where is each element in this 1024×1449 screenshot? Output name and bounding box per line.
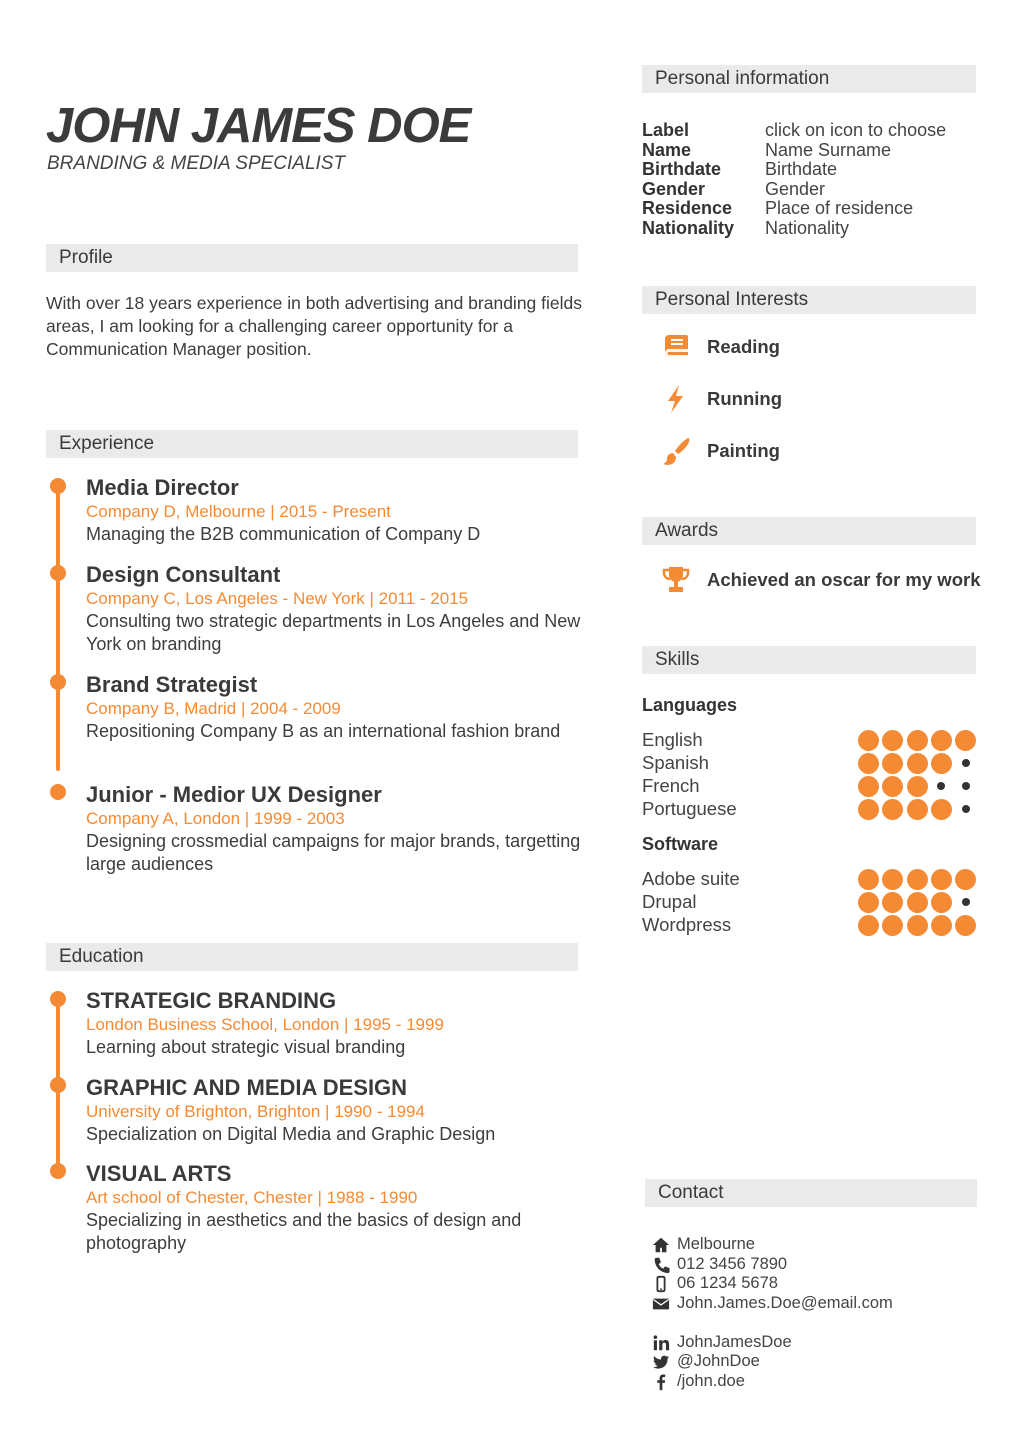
entry-description: Learning about strategic visual branding: [86, 1037, 406, 1057]
rating-dot-filled: [907, 753, 928, 774]
rating-dot-empty: [962, 782, 970, 790]
info-row: [642, 180, 946, 200]
contact-twitter[interactable]: [652, 1352, 760, 1372]
experience-entry: [86, 475, 586, 546]
home-icon: [652, 1236, 670, 1254]
interest-label: Running: [707, 388, 783, 409]
rating-slot: [880, 868, 904, 890]
address-text: Melbourne: [677, 1235, 755, 1254]
info-label: Residence: [642, 198, 733, 219]
info-value: Nationality: [765, 217, 850, 238]
contact-heading: Contact: [645, 1179, 977, 1207]
timeline-dot: [50, 991, 66, 1007]
skill-rating: [856, 914, 978, 936]
info-row: [642, 141, 946, 161]
personal-info-table: [642, 121, 946, 239]
rating-dot-filled: [882, 915, 903, 936]
info-value: click on icon to choose: [765, 120, 947, 140]
timeline-dot: [50, 1163, 66, 1179]
education-heading: Education: [46, 943, 578, 971]
rating-slot: [880, 775, 904, 797]
info-value: Gender: [765, 178, 826, 199]
skill-name: French: [642, 775, 700, 796]
skill-rating: [856, 729, 978, 751]
info-label: Label: [642, 120, 690, 140]
timeline-dot: [50, 478, 66, 494]
entry-title: Design Consultant: [86, 562, 281, 587]
info-row: [642, 199, 946, 219]
contact-linkedin[interactable]: [652, 1333, 792, 1353]
skill-name: Adobe suite: [642, 868, 740, 889]
rating-slot: [929, 752, 953, 774]
skill-rating: [856, 775, 978, 797]
rating-slot: [905, 798, 929, 820]
rating-dot-filled: [882, 799, 903, 820]
skill-row: [642, 774, 978, 797]
skill-row: [642, 913, 978, 936]
award-item: [660, 564, 981, 596]
skills-heading: Skills: [642, 646, 976, 674]
timeline-dot: [50, 565, 66, 581]
rating-slot: [929, 729, 953, 751]
rating-slot: [880, 729, 904, 751]
entry-subtitle: Art school of Chester, Chester | 1988 - 1990: [86, 1188, 418, 1207]
experience-entry: [86, 782, 586, 876]
rating-dot-filled: [931, 753, 952, 774]
personal-info-heading: Personal information: [642, 65, 976, 93]
rating-slot: [929, 914, 953, 936]
linkedin-text: JohnJamesDoe: [677, 1333, 792, 1352]
rating-slot: [954, 914, 978, 936]
entry-subtitle: Company A, London | 1999 - 2003: [86, 809, 345, 828]
rating-dot-filled: [931, 869, 952, 890]
rating-dot-empty: [962, 805, 970, 813]
skill-name: English: [642, 729, 703, 750]
rating-slot: [954, 729, 978, 751]
entry-subtitle: Company B, Madrid | 2004 - 2009: [86, 699, 341, 718]
experience-heading: Experience: [46, 430, 578, 458]
rating-dot-filled: [858, 915, 879, 936]
rating-dot-filled: [858, 730, 879, 751]
skill-name: Portuguese: [642, 798, 737, 819]
entry-title: STRATEGIC BRANDING: [86, 988, 337, 1013]
rating-dot-filled: [882, 869, 903, 890]
info-label: Nationality: [642, 217, 735, 238]
contact-email[interactable]: [652, 1294, 893, 1314]
rating-dot-filled: [955, 730, 976, 751]
education-entry: [86, 988, 586, 1059]
experience-entry: [86, 672, 586, 743]
entry-subtitle: Company C, Los Angeles - New York | 2011 - 2015: [86, 589, 469, 608]
entry-description: Managing the B2B communication of Company D: [86, 524, 481, 544]
awards-heading: Awards: [642, 517, 976, 545]
entry-description: Consulting two strategic departments in Los Angeles and New York on branding: [86, 611, 581, 654]
rating-dot-filled: [907, 730, 928, 751]
rating-dot-filled: [931, 730, 952, 751]
experience-entry: [86, 562, 586, 656]
envelope-icon: [652, 1295, 670, 1313]
contact-phone[interactable]: [652, 1255, 788, 1275]
phone-icon: [652, 1256, 670, 1274]
rating-dot-filled: [931, 915, 952, 936]
rating-dot-filled: [858, 892, 879, 913]
profile-text: With over 18 years experience in both advertising and branding fields areas, I am looking for a challenging career opportunity for a Communication Manager position.: [46, 293, 583, 359]
rating-dot-empty: [962, 898, 970, 906]
email-text: John.James.Doe@email.com: [677, 1294, 893, 1313]
entry-title: VISUAL ARTS: [86, 1161, 232, 1186]
rating-slot: [880, 752, 904, 774]
rating-slot: [856, 891, 880, 913]
skill-name: Wordpress: [642, 914, 732, 935]
phone-text: 012 3456 7890: [677, 1255, 788, 1274]
info-label: Gender: [642, 178, 706, 199]
rating-dot-filled: [931, 799, 952, 820]
rating-slot: [929, 868, 953, 890]
rating-dot-filled: [907, 799, 928, 820]
entry-subtitle: London Business School, London | 1995 - 1999: [86, 1015, 444, 1034]
twitter-icon: [652, 1353, 670, 1371]
rating-dot-filled: [858, 799, 879, 820]
rating-dot-filled: [907, 869, 928, 890]
bolt-icon: [660, 383, 692, 415]
entry-subtitle: Company D, Melbourne | 2015 - Present: [86, 502, 391, 521]
rating-slot: [880, 891, 904, 913]
rating-slot: [856, 775, 880, 797]
rating-slot: [856, 729, 880, 751]
rating-dot-filled: [882, 776, 903, 797]
rating-slot: [954, 752, 978, 774]
info-label: Name: [642, 139, 692, 160]
education-entry: [86, 1075, 586, 1146]
rating-slot: [856, 914, 880, 936]
candidate-name: JOHN JAMES DOE: [46, 99, 471, 153]
timeline-dot: [50, 674, 66, 690]
rating-slot: [905, 868, 929, 890]
rating-dot-empty: [962, 759, 970, 767]
info-row: [642, 160, 946, 180]
skill-row: [642, 728, 978, 751]
rating-slot: [929, 798, 953, 820]
rating-slot: [905, 775, 929, 797]
interest-item: [660, 331, 780, 363]
rating-dot-filled: [858, 753, 879, 774]
interest-item: [660, 383, 783, 415]
rating-slot: [929, 891, 953, 913]
award-label: Achieved an oscar for my work: [707, 569, 981, 590]
rating-slot: [856, 798, 880, 820]
skill-rating: [856, 868, 978, 890]
rating-slot: [905, 752, 929, 774]
rating-slot: [880, 798, 904, 820]
rating-dot-filled: [907, 776, 928, 797]
rating-slot: [905, 729, 929, 751]
rating-dot-filled: [931, 892, 952, 913]
rating-dot-filled: [882, 730, 903, 751]
rating-slot: [929, 775, 953, 797]
timeline-dot: [50, 1077, 66, 1093]
info-label: Birthdate: [642, 159, 722, 180]
info-row: [642, 219, 946, 239]
entry-subtitle: University of Brighton, Brighton | 1990 - 1994: [86, 1102, 425, 1121]
rating-slot: [954, 868, 978, 890]
contact-facebook[interactable]: [652, 1372, 745, 1392]
info-value: Name Surname: [765, 139, 892, 160]
rating-dot-filled: [858, 776, 879, 797]
entry-description: Specialization on Digital Media and Graphic Design: [86, 1124, 496, 1144]
skill-row: [642, 797, 978, 820]
contact-mobile[interactable]: [652, 1274, 778, 1294]
entry-description: Specializing in aesthetics and the basics of design and photography: [86, 1210, 522, 1253]
entry-description: Repositioning Company B as an international fashion brand: [86, 721, 561, 741]
rating-slot: [954, 891, 978, 913]
interest-label: Reading: [707, 336, 780, 357]
facebook-icon: [652, 1373, 670, 1391]
entry-title: Junior - Medior UX Designer: [86, 782, 382, 807]
rating-dot-filled: [955, 915, 976, 936]
education-entry: [86, 1161, 586, 1255]
rating-dot-filled: [882, 892, 903, 913]
skill-row: [642, 751, 978, 774]
interests-heading: Personal Interests: [642, 286, 976, 314]
skill-row: [642, 867, 978, 890]
facebook-text: /john.doe: [677, 1372, 745, 1391]
software-label: Software: [642, 834, 719, 854]
rating-slot: [880, 914, 904, 936]
rating-slot: [856, 868, 880, 890]
contact-address: [652, 1235, 755, 1255]
book-icon: [660, 331, 692, 363]
skill-name: Spanish: [642, 752, 709, 773]
candidate-title: BRANDING & MEDIA SPECIALIST: [47, 153, 346, 174]
rating-slot: [905, 891, 929, 913]
skill-name: Drupal: [642, 891, 697, 912]
paintbrush-icon: [660, 435, 692, 467]
mobile-icon: [652, 1275, 670, 1293]
rating-dot-empty: [937, 782, 945, 790]
entry-title: Media Director: [86, 475, 239, 500]
info-value: Birthdate: [765, 159, 838, 180]
skill-rating: [856, 798, 978, 820]
rating-dot-filled: [955, 869, 976, 890]
rating-dot-filled: [907, 915, 928, 936]
skill-rating: [856, 891, 978, 913]
timeline-dot: [50, 784, 66, 800]
rating-slot: [856, 752, 880, 774]
entry-description: Designing crossmedial campaigns for major brands, targetting large audiences: [86, 831, 581, 874]
info-value: Place of residence: [765, 198, 914, 219]
interest-item: [660, 435, 780, 467]
rating-dot-filled: [882, 753, 903, 774]
mobile-text: 06 1234 5678: [677, 1274, 778, 1293]
experience-timeline: [56, 486, 60, 771]
entry-title: GRAPHIC AND MEDIA DESIGN: [86, 1075, 408, 1100]
twitter-text: @JohnDoe: [677, 1352, 760, 1371]
linkedin-icon: [652, 1334, 670, 1352]
trophy-icon: [660, 564, 692, 596]
profile-heading: Profile: [46, 244, 578, 272]
rating-dot-filled: [907, 892, 928, 913]
skill-row: [642, 890, 978, 913]
interest-label: Painting: [707, 440, 780, 461]
rating-slot: [954, 798, 978, 820]
rating-slot: [905, 914, 929, 936]
skill-rating: [856, 752, 978, 774]
rating-slot: [954, 775, 978, 797]
info-row: [642, 121, 946, 141]
languages-label: Languages: [642, 695, 738, 715]
rating-dot-filled: [858, 869, 879, 890]
entry-title: Brand Strategist: [86, 672, 258, 697]
